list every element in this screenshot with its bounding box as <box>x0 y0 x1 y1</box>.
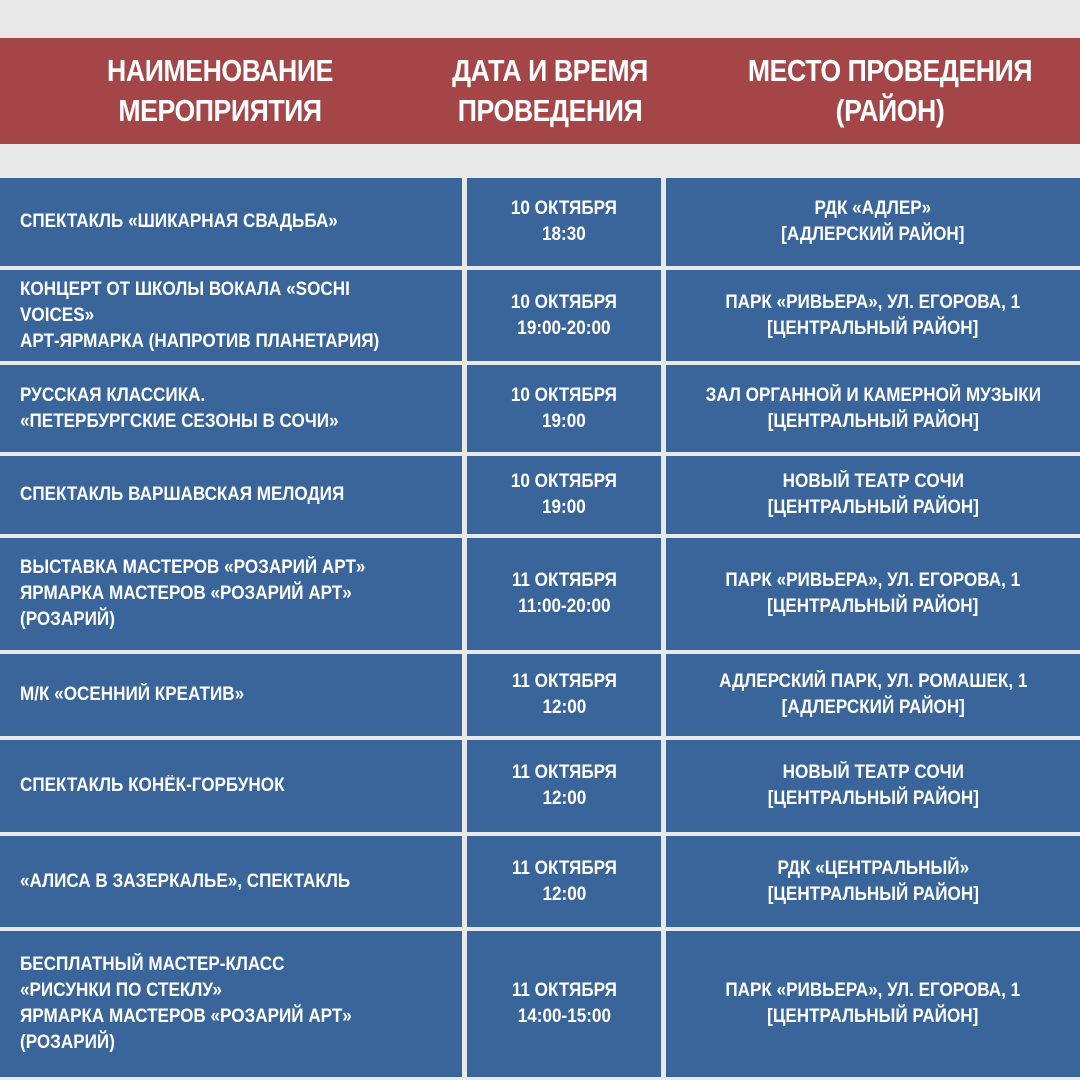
header-venue-district: МЕСТО ПРОВЕДЕНИЯ (РАЙОН) <box>747 53 1033 128</box>
event-venue: НОВЫЙ ТЕАТР СОЧИ [ЦЕНТРАЛЬНЫЙ РАЙОН] <box>767 762 979 809</box>
event-date-cell <box>467 740 661 832</box>
event-venue-cell <box>666 365 1080 452</box>
event-name-cell <box>0 931 462 1077</box>
header-date-time: ДАТА И ВРЕМЯ ПРОВЕДЕНИЯ <box>452 53 648 128</box>
event-date: 11 ОКТЯБРЯ 12:00 <box>511 857 617 905</box>
event-venue-cell <box>666 456 1080 534</box>
event-name: СПЕКТАКЛЬ ВАРШАВСКАЯ МЕЛОДИЯ <box>20 484 345 505</box>
event-venue: ЗАЛ ОРГАННОЙ И КАМЕРНОЙ МУЗЫКИ [ЦЕНТРАЛЬНЫЙ РАЙОН] <box>705 384 1041 432</box>
event-date: 11 ОКТЯБРЯ 12:00 <box>511 671 617 718</box>
event-date-cell <box>467 270 661 361</box>
event-venue: НОВЫЙ ТЕАТР СОЧИ [ЦЕНТРАЛЬНЫЙ РАЙОН] <box>767 471 979 518</box>
event-date: 11 ОКТЯБРЯ 12:00 <box>511 762 617 809</box>
event-name: КОНЦЕРТ ОТ ШКОЛЫ ВОКАЛА «SOCHI VOICES» АРТ-ЯРМАРКА (НАПРОТИВ ПЛАНЕТАРИЯ) <box>20 278 380 352</box>
event-date-cell <box>467 178 661 266</box>
event-date-cell <box>467 456 661 534</box>
event-venue: РДК «АДЛЕР» [АДЛЕРСКИЙ РАЙОН] <box>781 198 965 245</box>
event-name-cell <box>0 836 462 927</box>
event-venue: АДЛЕРСКИЙ ПАРК, УЛ. РОМАШЕК, 1 [АДЛЕРСКИЙ РАЙОН] <box>718 671 1028 718</box>
event-name-cell <box>0 456 462 534</box>
event-venue-cell <box>666 836 1080 927</box>
event-name-cell <box>0 270 462 361</box>
event-date: 10 ОКТЯБРЯ 18:30 <box>510 198 618 245</box>
event-venue-cell <box>666 270 1080 361</box>
event-date: 11 ОКТЯБРЯ 14:00-15:00 <box>511 980 617 1027</box>
event-date-cell <box>467 931 661 1077</box>
event-name: РУССКАЯ КЛАССИКА. «ПЕТЕРБУРГСКИЕ СЕЗОНЫ В СОЧИ» <box>20 384 339 432</box>
event-venue-cell <box>666 931 1080 1077</box>
event-name-cell <box>0 365 462 452</box>
event-date: 10 ОКТЯБРЯ 19:00-20:00 <box>510 291 618 339</box>
event-name-cell <box>0 178 462 266</box>
event-venue-cell <box>666 538 1080 650</box>
event-venue-cell <box>666 178 1080 266</box>
event-venue: ПАРК «РИВЬЕРА», УЛ. ЕГОРОВА, 1 [ЦЕНТРАЛЬНЫЙ РАЙОН] <box>725 291 1021 339</box>
event-date: 10 ОКТЯБРЯ 19:00 <box>510 384 618 432</box>
event-venue-cell <box>666 654 1080 736</box>
event-date-cell <box>467 836 661 927</box>
event-venue-cell <box>666 740 1080 832</box>
event-venue: РДК «ЦЕНТРАЛЬНЫЙ» [ЦЕНТРАЛЬНЫЙ РАЙОН] <box>767 857 979 905</box>
table-header <box>0 38 1080 144</box>
event-name: «АЛИСА В ЗАЗЕРКАЛЬЕ», СПЕКТАКЛЬ <box>20 870 351 892</box>
event-name: СПЕКТАКЛЬ КОНЁК-ГОРБУНОК <box>20 775 285 796</box>
event-name-cell <box>0 538 462 650</box>
events-table <box>0 178 1080 1080</box>
event-date: 11 ОКТЯБРЯ 11:00-20:00 <box>511 570 617 617</box>
header-event-name: НАИМЕНОВАНИЕ МЕРОПРИЯТИЯ <box>107 53 333 128</box>
event-name: М/К «ОСЕННИЙ КРЕАТИВ» <box>20 684 245 705</box>
event-name: БЕСПЛАТНЫЙ МАСТЕР-КЛАСС «РИСУНКИ ПО СТЕКЛУ» ЯРМАРКА МАСТЕРОВ «РОЗАРИЙ АРТ» (РОЗАРИЙ) <box>20 954 352 1053</box>
event-name: ВЫСТАВКА МАСТЕРОВ «РОЗАРИЙ АРТ» ЯРМАРКА МАСТЕРОВ «РОЗАРИЙ АРТ» (РОЗАРИЙ) <box>20 557 366 630</box>
event-name: СПЕКТАКЛЬ «ШИКАРНАЯ СВАДЬБА» <box>20 211 338 232</box>
event-name-cell <box>0 654 462 736</box>
event-venue: ПАРК «РИВЬЕРА», УЛ. ЕГОРОВА, 1 [ЦЕНТРАЛЬНЫЙ РАЙОН] <box>725 980 1021 1027</box>
event-date-cell <box>467 365 661 452</box>
event-venue: ПАРК «РИВЬЕРА», УЛ. ЕГОРОВА, 1 [ЦЕНТРАЛЬНЫЙ РАЙОН] <box>725 570 1021 617</box>
event-name-cell <box>0 740 462 832</box>
event-date: 10 ОКТЯБРЯ 19:00 <box>510 471 618 518</box>
event-date-cell <box>467 538 661 650</box>
event-date-cell <box>467 654 661 736</box>
